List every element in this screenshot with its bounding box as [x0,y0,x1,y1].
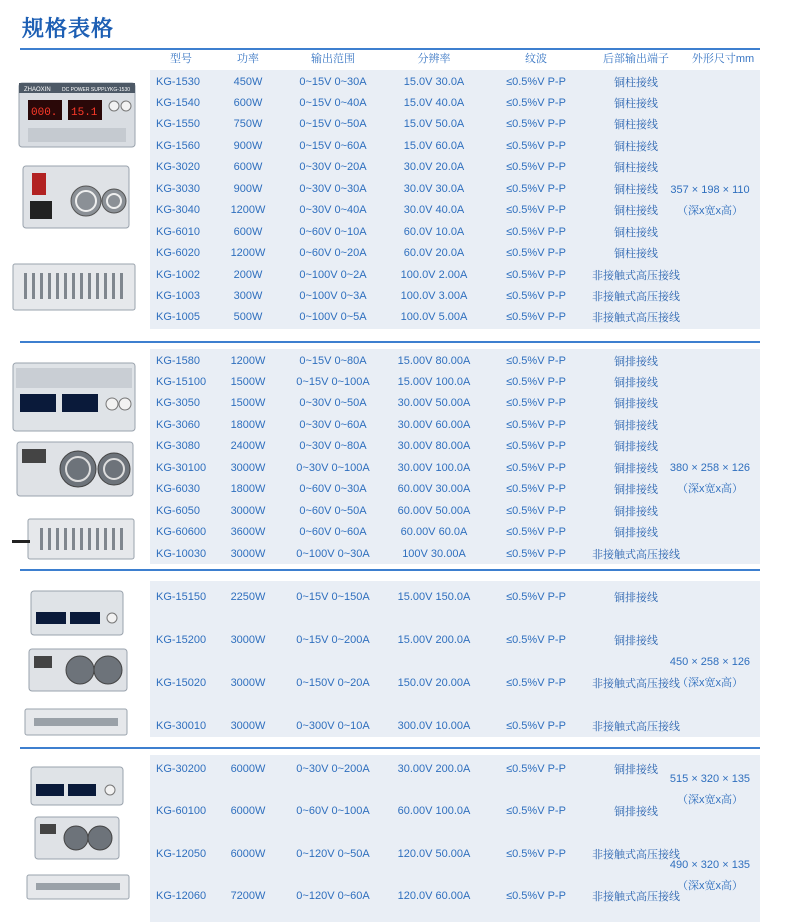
cell-resolution: 30.00V 80.00A [397,440,471,453]
cell-range: 0~60V 0~60A [299,526,367,539]
cell-ripple: ≤0.5%V P-P [506,890,566,902]
cell-terminal: 铜排接线 [614,527,658,540]
cell-resolution: 100.0V 5.00A [400,311,468,324]
separator-3 [20,747,760,749]
dimension-size: 515 × 320 × 135 [669,773,751,785]
cell-terminal: 铜柱接线 [614,248,658,261]
cell-model: KG-6010 [156,225,201,238]
cell-resolution: 120.0V 60.00A [397,890,471,902]
device-rear-fans-image [22,165,130,229]
cell-power: 2400W [230,440,266,453]
header-ripple: 纹波 [525,53,547,65]
cell-resolution: 60.00V 30.00A [397,483,471,496]
cell-model: KG-3060 [156,418,201,431]
cell-terminal: 铜柱接线 [614,76,658,89]
cell-power: 3000W [230,547,266,560]
cell-resolution: 100.0V 2.00A [400,268,468,281]
table-row [150,157,760,178]
cell-power: 750W [233,118,263,131]
cell-resolution: 60.00V 50.00A [397,504,471,517]
cell-terminal: 非接触式高压接线 [592,548,680,561]
table-row [150,715,760,736]
cell-model: KG-12060 [156,890,207,902]
table-row [150,522,760,543]
cell-ripple: ≤0.5%V P-P [506,805,566,817]
cell-range: 0~100V 0~30A [296,547,370,560]
cell-ripple: ≤0.5%V P-P [506,247,566,260]
device-front-panel-image-4 [30,766,124,806]
device-side-vents-image-4 [26,874,130,900]
cell-terminal: 铜柱接线 [614,140,658,153]
cell-range: 0~30V 0~80A [299,440,367,453]
cell-terminal: 非接触式高压接线 [592,269,680,282]
cell-resolution: 15.0V 30.0A [403,75,465,88]
table-row [150,543,760,564]
cell-terminal: 铜排接线 [614,806,658,818]
cell-range: 0~60V 0~100A [296,805,370,817]
cell-power: 6000W [230,805,266,817]
cell-terminal: 铜柱接线 [614,97,658,110]
cell-ripple: ≤0.5%V P-P [506,354,566,367]
cell-terminal: 非接触式高压接线 [592,291,680,303]
header-resolution: 分辨率 [417,53,451,65]
cell-range: 0~30V 0~30A [299,182,367,195]
cell-resolution: 30.00V 60.00A [397,418,471,431]
cell-power: 3000W [230,461,266,474]
cell-terminal: 铜排接线 [614,462,658,475]
cell-model: KG-6020 [156,247,201,260]
device-side-vents-image-3 [24,708,128,736]
cell-range: 0~60V 0~30A [299,483,367,496]
cell-power: 1500W [230,397,266,410]
table-row [150,371,760,392]
cell-ripple: ≤0.5%V P-P [506,182,566,195]
cell-power: 500W [233,311,263,324]
cell-range: 0~15V 0~50A [299,118,367,131]
device-side-vents-image-2 [12,518,136,560]
cell-range: 0~150V 0~20A [296,676,370,689]
cell-power: 1200W [230,354,266,367]
cell-terminal: 铜排接线 [614,419,658,432]
cell-model: KG-60600 [156,526,207,539]
page-title: 规格表格 [22,16,115,41]
cell-resolution: 60.0V 20.0A [403,247,465,260]
cell-terminal: 铜柱接线 [614,183,658,196]
cell-range: 0~30V 0~100A [296,461,370,474]
cell-ripple: ≤0.5%V P-P [506,139,566,152]
cell-resolution: 30.0V 30.0A [403,182,465,195]
cell-model: KG-10030 [156,547,207,560]
device-side-vents-image [12,263,136,311]
cell-terminal: 铜排接线 [614,484,658,497]
cell-model: KG-3040 [156,204,201,217]
cell-model: KG-6050 [156,504,201,517]
table-row [150,286,760,307]
device-brand-label: ZHAOXIN [24,87,51,93]
table-row [150,243,760,264]
cell-power: 7200W [230,890,266,902]
cell-model: KG-30200 [156,762,207,775]
dimension-size: 380 × 258 × 126 [669,462,751,474]
cell-ripple: ≤0.5%V P-P [506,225,566,238]
cell-model: KG-15150 [156,590,207,603]
cell-ripple: ≤0.5%V P-P [506,526,566,539]
cell-model: KG-1002 [156,268,201,281]
cell-ripple: ≤0.5%V P-P [506,204,566,217]
cell-resolution: 15.00V 80.00A [397,354,471,367]
cell-resolution: 30.0V 40.0A [403,204,465,217]
cell-resolution: 60.0V 10.0A [403,225,465,238]
cell-power: 1200W [230,204,266,217]
cell-model: KG-1580 [156,354,201,367]
separator-2 [20,569,760,571]
cell-terminal: 铜排接线 [614,441,658,454]
header-model: 型号 [170,53,192,65]
device-amp-display: 15.1 [71,107,98,119]
cell-ripple: ≤0.5%V P-P [506,590,566,603]
separator-1 [20,341,760,343]
dimension-size: 490 × 320 × 135 [669,859,751,871]
cell-terminal: 铜柱接线 [614,226,658,239]
cell-range: 0~30V 0~20A [299,161,367,174]
table-row [150,264,760,285]
table-row [150,586,760,607]
cell-model: KG-3030 [156,182,201,195]
dimension-note: （深x宽x高） [677,794,743,806]
cell-ripple: ≤0.5%V P-P [506,633,566,646]
cell-terminal: 铜柱接线 [614,205,658,218]
device-panel-label: DC POWER SUPPLY [62,87,111,93]
cell-terminal: 铜排接线 [614,376,658,389]
cell-ripple: ≤0.5%V P-P [506,847,566,860]
dimension-note: （深x宽x高） [677,205,743,217]
cell-range: 0~30V 0~60A [299,418,367,431]
cell-model: KG-1005 [156,311,201,324]
cell-range: 0~100V 0~5A [299,311,367,324]
cell-resolution: 60.00V 100.0A [397,805,471,817]
cell-terminal: 非接触式高压接线 [592,848,680,861]
cell-power: 600W [233,96,263,109]
cell-model: KG-30100 [156,461,207,474]
cell-range: 0~60V 0~50A [299,504,367,517]
cell-power: 3000W [230,633,266,646]
cell-terminal: 铜排接线 [614,591,658,604]
table-row [150,71,760,92]
dimension-size: 357 × 198 × 110 [670,184,750,196]
cell-range: 0~15V 0~30A [299,75,367,88]
cell-power: 900W [233,139,263,152]
table-row [150,393,760,414]
cell-terminal: 铜排接线 [614,505,658,518]
dimension-note: （深x宽x高） [677,677,743,689]
dimension-note: （深x宽x高） [677,880,743,892]
cell-ripple: ≤0.5%V P-P [506,483,566,496]
cell-resolution: 300.0V 10.00A [397,719,471,732]
cell-resolution: 100V 30.00A [402,547,466,560]
cell-terminal: 铜柱接线 [614,162,658,175]
cell-range: 0~30V 0~50A [299,397,367,410]
table-row [150,307,760,328]
table-row [150,350,760,371]
cell-power: 6000W [230,762,266,775]
cell-range: 0~15V 0~80A [299,354,367,367]
cell-model: KG-30010 [156,719,207,732]
table-row [150,500,760,521]
cell-range: 0~300V 0~10A [296,719,370,732]
cell-range: 0~120V 0~60A [296,890,370,902]
cell-range: 0~30V 0~40A [299,204,367,217]
cell-range: 0~100V 0~3A [299,290,367,302]
cell-model: KG-15200 [156,633,207,646]
cell-model: KG-1003 [156,290,201,302]
cell-model: KG-1540 [156,96,201,109]
device-rear-fans-image-2 [16,441,134,497]
cell-resolution: 30.00V 200.0A [397,762,471,775]
cell-resolution: 30.00V 100.0A [397,461,471,474]
cell-terminal: 铜排接线 [614,355,658,368]
device-volt-display: 000. [31,107,58,119]
cell-power: 900W [233,182,263,195]
cell-terminal: 非接触式高压接线 [592,720,680,733]
cell-power: 3000W [230,719,266,732]
table-row [150,436,760,457]
device-front-panel-image-2 [12,362,136,432]
cell-power: 1200W [230,247,266,260]
cell-power: 600W [233,161,263,174]
cell-ripple: ≤0.5%V P-P [506,375,566,388]
table-row [150,414,760,435]
cell-range: 0~60V 0~10A [299,225,367,238]
cell-ripple: ≤0.5%V P-P [506,762,566,775]
cell-ripple: ≤0.5%V P-P [506,161,566,174]
cell-range: 0~100V 0~2A [299,268,367,281]
cell-power: 3000W [230,676,266,689]
cell-ripple: ≤0.5%V P-P [506,96,566,109]
cell-range: 0~60V 0~20A [299,247,367,260]
table-row [150,92,760,113]
cell-terminal: 非接触式高压接线 [592,312,680,325]
spec-group-2 [150,349,760,564]
cell-range: 0~15V 0~200A [296,633,370,646]
device-front-panel-image-3 [30,590,124,636]
cell-model: KG-6030 [156,483,201,496]
cell-model: KG-60100 [156,805,207,817]
cell-resolution: 150.0V 20.00A [397,676,471,689]
cell-model: KG-1560 [156,139,201,152]
cell-ripple: ≤0.5%V P-P [506,118,566,131]
cell-resolution: 15.0V 60.0A [403,139,465,152]
cell-resolution: 30.0V 20.0A [403,161,465,174]
dimension-note: （深x宽x高） [677,483,743,495]
cell-range: 0~120V 0~50A [296,847,370,860]
cell-power: 6000W [230,847,266,860]
cell-range: 0~15V 0~60A [299,139,367,152]
cell-ripple: ≤0.5%V P-P [506,311,566,324]
cell-ripple: ≤0.5%V P-P [506,440,566,453]
separator-top [20,48,760,50]
cell-ripple: ≤0.5%V P-P [506,290,566,302]
cell-terminal: 铜柱接线 [614,119,658,132]
cell-terminal: 铜排接线 [614,398,658,411]
cell-model: KG-15100 [156,375,207,388]
cell-resolution: 15.00V 200.0A [397,633,471,646]
cell-model: KG-12050 [156,847,207,860]
cell-model: KG-3020 [156,161,201,174]
cell-resolution: 60.00V 60.0A [400,526,468,539]
cell-power: 3600W [230,526,266,539]
cell-ripple: ≤0.5%V P-P [506,418,566,431]
header-terminal: 后部输出端子 [603,53,669,65]
cell-resolution: 15.0V 50.0A [403,118,465,131]
cell-power: 200W [233,268,263,281]
cell-model: KG-3080 [156,440,201,453]
cell-ripple: ≤0.5%V P-P [506,547,566,560]
cell-ripple: ≤0.5%V P-P [506,504,566,517]
table-row [150,135,760,156]
cell-range: 0~15V 0~150A [296,590,370,603]
cell-ripple: ≤0.5%V P-P [506,397,566,410]
cell-range: 0~15V 0~40A [299,96,367,109]
device-model-label: KG-1530 [110,87,131,93]
table-row [150,114,760,135]
header-power: 功率 [237,53,259,65]
device-rear-fans-image-4 [34,816,120,860]
cell-power: 300W [233,290,263,302]
header-range: 输出范围 [311,53,355,65]
cell-power: 600W [233,225,263,238]
cell-resolution: 120.0V 50.00A [397,847,471,860]
cell-resolution: 100.0V 3.00A [400,290,468,302]
cell-resolution: 15.00V 100.0A [397,375,471,388]
cell-resolution: 30.00V 50.00A [397,397,471,410]
cell-range: 0~30V 0~200A [296,762,370,775]
cell-resolution: 15.0V 40.0A [403,96,465,109]
cell-range: 0~15V 0~100A [296,375,370,388]
cell-ripple: ≤0.5%V P-P [506,719,566,732]
device-front-panel-image [18,82,136,148]
cell-resolution: 15.00V 150.0A [397,590,471,603]
cell-power: 1500W [230,375,266,388]
cell-power: 450W [233,75,263,88]
cell-terminal: 非接触式高压接线 [592,677,680,690]
cell-power: 2250W [230,590,266,603]
cell-power: 1800W [230,418,266,431]
cell-model: KG-1550 [156,118,201,131]
table-row [150,629,760,650]
table-header [150,50,760,70]
cell-terminal: 铜排接线 [614,763,658,776]
cell-terminal: 铜排接线 [614,634,658,647]
cell-model: KG-15020 [156,676,207,689]
cell-model: KG-3050 [156,397,201,410]
cell-model: KG-1530 [156,75,201,88]
header-size: 外形尺寸mm [691,53,755,65]
cell-ripple: ≤0.5%V P-P [506,268,566,281]
dimension-size: 450 × 258 × 126 [669,656,751,668]
cell-ripple: ≤0.5%V P-P [506,461,566,474]
device-rear-fans-image-3 [28,648,128,692]
cell-power: 3000W [230,504,266,517]
cell-ripple: ≤0.5%V P-P [506,676,566,689]
cell-ripple: ≤0.5%V P-P [506,75,566,88]
table-row [150,221,760,242]
cell-terminal: 非接触式高压接线 [592,891,680,903]
cell-power: 1800W [230,483,266,496]
